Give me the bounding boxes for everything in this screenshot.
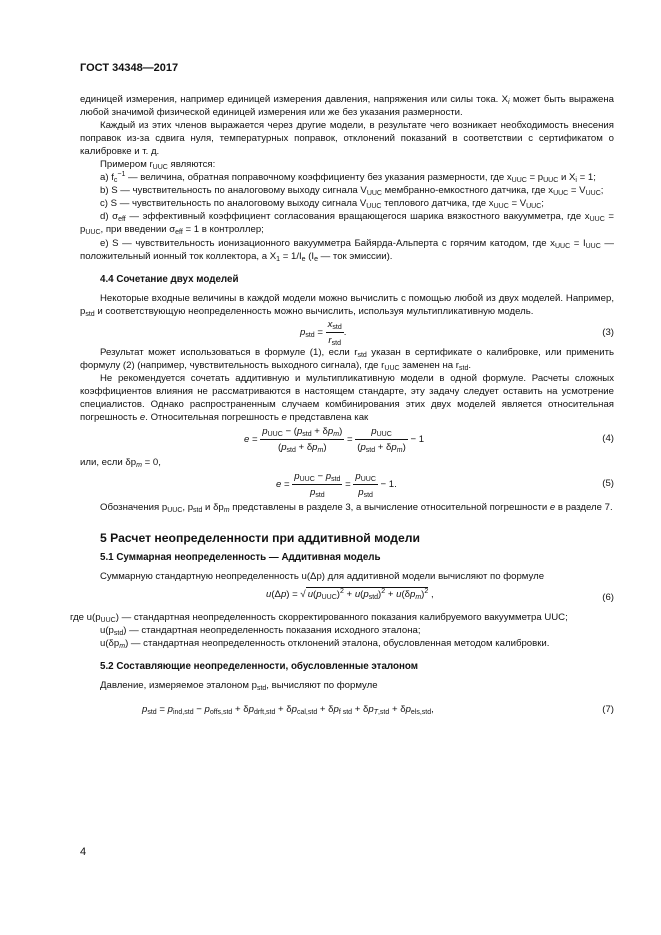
equation-5-formula: e = $\frac{p_{UUC} - p_{std}}{p_{std}}$ = $\frac{p_{UUC}}{p_{std}}$ − 1.	[276, 471, 397, 500]
paragraph-5-1: Суммарную стандартную неопределенность u(Δp) для аддитивной модели вычисляют по формуле	[100, 571, 545, 583]
paragraph-notation: Обозначения $p_{UUC}$, $p_{std}$ и $\delta p_m$ представлены в разделе 3, а вычисление относительной погрешности e в разделе 7.	[100, 502, 613, 515]
equation-7-formula: $p_{std} = p_{ind,std} - p_{offs,std} + \delta p_{drft,std} + \delta p_{cal,std} + \delta p_{f std} + \delta p_{T,std} + \delta p_{els,std}$,	[142, 703, 434, 716]
equation-6-formula: u(Δp) = √ $u(p_{UUC})^2 + u(p_{std})^2 + u(\delta p_m)^2$ ,	[266, 588, 434, 602]
where-item-1: где $u(p_{UUC})$ — стандартная неопределенность скорректированного показания калибруемого вакуумметра UUC;	[70, 612, 568, 625]
section-5-title: 5 Расчет неопределенности при аддитивной модели	[100, 531, 421, 546]
paragraph-not-recommended: Не рекомендуется сочетать аддитивную и мультипликативную модели в одной формуле. Расчеты сложных коэффициентов влияния не рассматриваются в настоящем стандарте, эту задачу следует оставить на усмотрение специалистов. Однако распространенным случаем комбинирования этих двух моделей является относительная погрешность e. Относительная погрешность e представлена как	[80, 372, 614, 423]
equation-3	[80, 318, 614, 346]
paragraph-example: Примером $r_{UUC}$ являются:	[100, 159, 216, 172]
paragraph-or: или, если $\delta p_m = 0$,	[80, 457, 161, 470]
equation-6-number: (6)	[602, 592, 614, 604]
equation-5-number: (5)	[602, 478, 614, 490]
equation-7	[80, 697, 614, 725]
list-item-c: c) S — чувствительность по аналоговому выходу сигнала $V_{UUC}$ теплового датчика, где $x_{UUC} = V_{UUC}$;	[100, 198, 544, 211]
list-item-b: b) S — чувствительность по аналоговому выходу сигнала $V_{UUC}$ мембранно-емкостного датчика, где $x_{UUC} = V_{UUC}$;	[100, 185, 604, 198]
section-5-2-title: 5.2 Составляющие неопределенности, обусловленные эталоном	[100, 661, 419, 673]
paragraph-intro: единицей измерения, например единицей измерения давления, напряжения или силы тока. $X_i$ может быть выражена любой значимой физической единицей измерения или же без указания размерности.	[80, 94, 614, 119]
paragraph-5-2: Давление, измеряемое эталоном $p_{std}$, вычисляют по формуле	[100, 680, 378, 693]
paragraph-members: Каждый из этих членов выражается через другие модели, в результате чего возникает необходимость внесения поправок из-за сдвига нуля, температурных поправок, отклонений показаний в соответствии с сертификатом о калибровке и т. д.	[80, 120, 614, 158]
equation-3-number: (3)	[602, 326, 614, 338]
list-item-d: d) $\sigma_{eff}$ — эффективный коэффициент согласования вращающегося шарика вязкостного вакуумметра, где $x_{UUC} = p_{UUC}$, при введении $\sigma_{eff} = 1$ в контроллер;	[80, 211, 614, 237]
where-item-3: $u(\delta p_m)$ — стандартная неопределенность отклонений эталона, обусловленная методом калибровки.	[100, 638, 550, 651]
equation-6	[80, 583, 614, 611]
section-4-4-title: 4.4 Сочетание двух моделей	[100, 273, 239, 285]
list-item-a: a) $f_c^{-1}$ — величина, обратная поправочному коэффициенту без указания размерности, где $x_{UUC} = p_{UUC}$ и $X_i = 1$;	[100, 171, 596, 185]
equation-5	[80, 469, 614, 501]
page-header: ГОСТ 34348—2017	[80, 62, 179, 74]
equation-7-number: (7)	[602, 703, 614, 715]
equation-3-formula: $p_{std}$ = $\frac{x_{std}}{r_{std}}$ .	[300, 318, 347, 347]
equation-4-number: (4)	[602, 433, 614, 445]
equation-4-formula: e = $\frac{p_{UUC} - (p_{std} + \delta p_m)}{(p_{std} + \delta p_m)}$ = $\frac{p_{UUC}}{(p_{std} + \delta p_m)}$ − 1	[244, 426, 425, 455]
list-item-e: e) S — чувствительность ионизационного вакуумметра Байярда-Альперта с горячим катодом, где $x_{UUC} = I_{UUC}$ — положительный ионный ток коллектора, а $X_1 = 1/I_e$ ($I_e$ — ток эмиссии).	[80, 237, 614, 263]
where-item-2: $u(p_{std})$ — стандартная неопределенность показания исходного эталона;	[100, 625, 421, 638]
paragraph-result: Результат может использоваться в формуле (1), если $r_{std}$ указан в сертификате о калибровке, или применить формулу (2) (например, чувствительность выходного сигнала), где $r_{UUC}$ заменен на $r_{std}$.	[80, 346, 614, 372]
page-number: 4	[80, 846, 87, 858]
page-body	[70, 93, 614, 725]
section-5-1-title: 5.1 Суммарная неопределенность — Аддитивная модель	[100, 552, 381, 564]
paragraph-4-4: Некоторые входные величины в каждой модели можно вычислить с помощью любой из двух моделей. Например, $p_{std}$ и соответствующую неопределенность можно вычислить, используя мультипликативную модель.	[80, 292, 614, 318]
equation-4	[80, 424, 614, 456]
